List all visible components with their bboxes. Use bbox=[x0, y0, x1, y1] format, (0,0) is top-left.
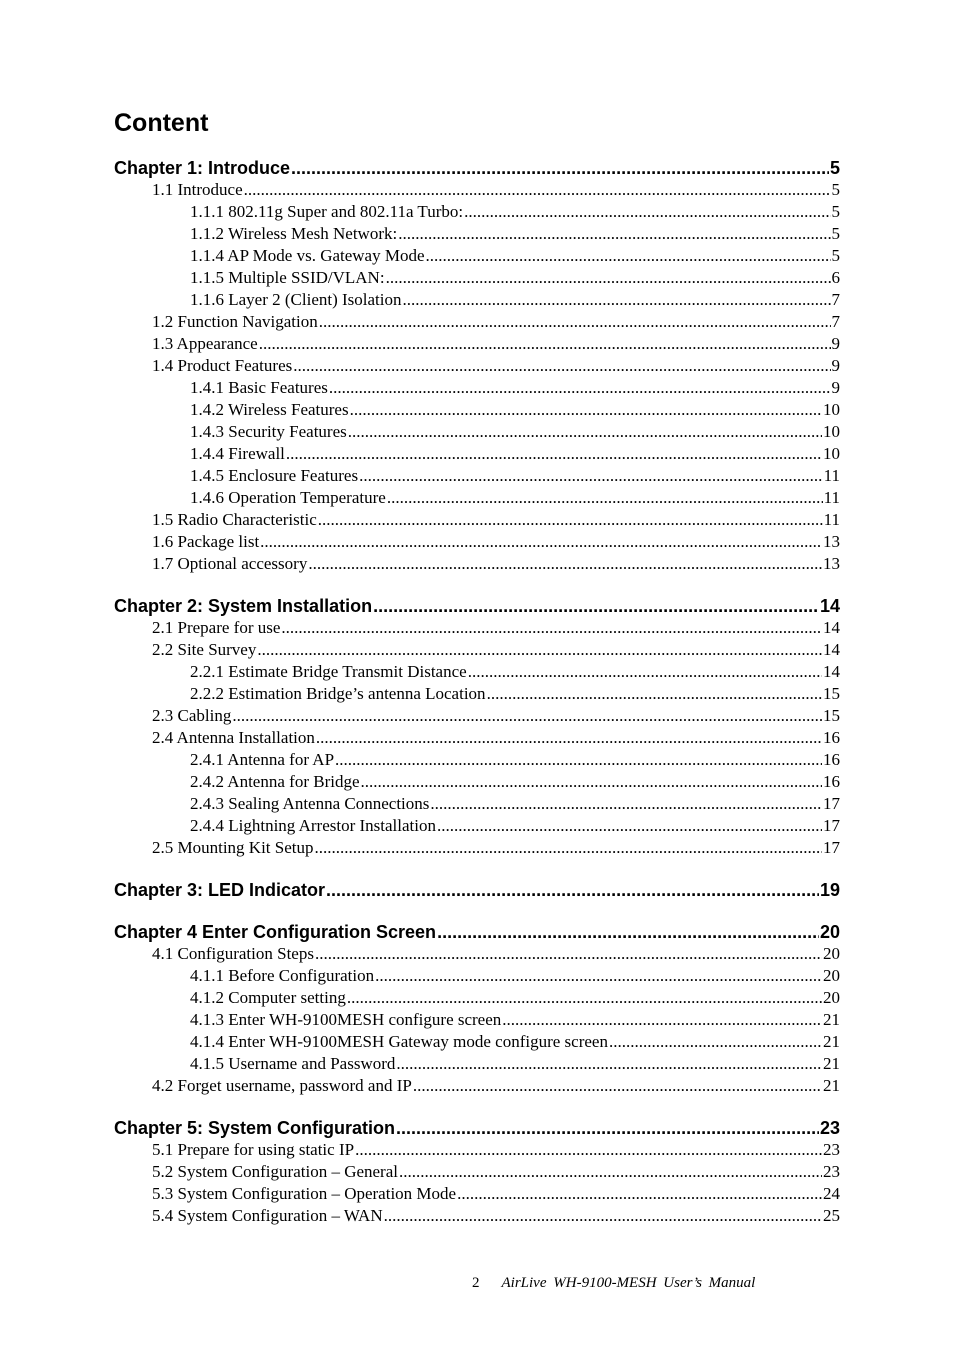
toc-dot-leader bbox=[319, 311, 831, 333]
toc-dot-leader bbox=[361, 771, 823, 793]
toc-entry[interactable] bbox=[190, 267, 840, 289]
toc-entry[interactable] bbox=[152, 1139, 840, 1161]
toc-entry-label: 1.1.6 Layer 2 (Client) Isolation bbox=[190, 290, 402, 309]
toc-entry-label: 2.1 Prepare for use bbox=[152, 618, 281, 637]
toc-dot-leader bbox=[316, 727, 822, 749]
toc-page-number: 5 bbox=[829, 158, 840, 178]
toc-entry-label: 1.3 Appearance bbox=[152, 334, 258, 353]
toc-page-number: 10 bbox=[823, 400, 840, 419]
page-footer bbox=[472, 1273, 755, 1293]
toc-dot-leader bbox=[468, 661, 822, 683]
toc-entry-label: 1.4.5 Enclosure Features bbox=[190, 466, 359, 485]
toc-entry-label: 2.3 Cabling bbox=[152, 706, 232, 725]
toc-entry[interactable] bbox=[190, 289, 840, 311]
toc-page-number: 11 bbox=[823, 488, 840, 507]
toc-page-number: 10 bbox=[823, 444, 840, 463]
toc-entry[interactable] bbox=[152, 311, 840, 333]
toc-page-number: 21 bbox=[823, 1032, 840, 1051]
toc-page-number: 6 bbox=[831, 268, 840, 287]
footer-manual-title: AirLive WH-9100-MESH User’s Manual bbox=[501, 1275, 756, 1291]
toc-entry-label: 1.1.2 Wireless Mesh Network: bbox=[190, 224, 398, 243]
toc-page-number: 14 bbox=[823, 640, 840, 659]
toc-chapter[interactable] bbox=[114, 879, 840, 901]
toc-entry[interactable] bbox=[190, 201, 840, 223]
toc-entry-label: 1.1.5 Multiple SSID/VLAN: bbox=[190, 268, 385, 287]
toc-entry[interactable] bbox=[152, 727, 840, 749]
toc-entry-label: 4.1.4 Enter WH-9100MESH Gateway mode configure screen bbox=[190, 1032, 608, 1051]
toc-chapter[interactable] bbox=[114, 1117, 840, 1139]
toc-entry[interactable] bbox=[152, 837, 840, 859]
toc-dot-leader bbox=[329, 377, 831, 399]
toc-entry[interactable] bbox=[152, 639, 840, 661]
toc-entry-label: 4.2 Forget username, password and IP bbox=[152, 1076, 412, 1095]
toc-entry-label: 1.1.1 802.11g Super and 802.11a Turbo: bbox=[190, 202, 464, 221]
toc-entry[interactable] bbox=[152, 1205, 840, 1227]
toc-dot-leader bbox=[413, 1075, 822, 1097]
toc-entry[interactable] bbox=[190, 815, 840, 837]
toc-dot-leader bbox=[315, 943, 822, 965]
toc-entry[interactable] bbox=[152, 333, 840, 355]
toc-entry[interactable] bbox=[152, 179, 840, 201]
toc-page-number: 9 bbox=[831, 334, 840, 353]
toc-entry[interactable] bbox=[190, 1053, 840, 1075]
toc-page-number: 15 bbox=[823, 706, 840, 725]
toc-entry-label: 1.1.4 AP Mode vs. Gateway Mode bbox=[190, 246, 425, 265]
toc-dot-leader bbox=[260, 531, 822, 553]
toc-dot-leader bbox=[355, 1139, 822, 1161]
toc-dot-leader bbox=[359, 465, 823, 487]
toc-page-number: 25 bbox=[823, 1206, 840, 1225]
toc-dot-leader bbox=[244, 179, 831, 201]
footer-page-number: 2 bbox=[472, 1275, 480, 1291]
toc-page-number: 5 bbox=[831, 202, 840, 221]
toc-chapter[interactable] bbox=[114, 595, 840, 617]
toc-entry[interactable] bbox=[190, 465, 840, 487]
toc-entry-label: 1.2 Function Navigation bbox=[152, 312, 318, 331]
toc-dot-leader bbox=[347, 987, 822, 1009]
toc-entry[interactable] bbox=[190, 661, 840, 683]
toc-entry-label: 4.1.3 Enter WH-9100MESH configure screen bbox=[190, 1010, 502, 1029]
toc-entry-label: 2.2 Site Survey bbox=[152, 640, 257, 659]
toc-entry-label: 2.4 Antenna Installation bbox=[152, 728, 315, 747]
toc-entry[interactable] bbox=[190, 1009, 840, 1031]
toc-dot-leader bbox=[257, 639, 822, 661]
toc-entry-label: Chapter 1: Introduce bbox=[114, 158, 291, 178]
toc-page-number: 13 bbox=[823, 554, 840, 573]
toc-page-number: 16 bbox=[823, 750, 840, 769]
toc-dot-leader bbox=[318, 509, 823, 531]
toc-page-number: 16 bbox=[823, 728, 840, 747]
toc-dot-leader bbox=[384, 1205, 822, 1227]
toc-dot-leader bbox=[396, 1053, 822, 1075]
toc-chapter[interactable] bbox=[114, 157, 840, 179]
toc-entry-label: 1.7 Optional accessory bbox=[152, 554, 308, 573]
toc-entry-label: 1.4.3 Security Features bbox=[190, 422, 347, 441]
toc-dot-leader bbox=[308, 553, 822, 575]
toc-page-number: 11 bbox=[823, 510, 840, 529]
toc-entry[interactable] bbox=[190, 683, 840, 705]
toc-dot-leader bbox=[348, 421, 822, 443]
toc-page-number: 21 bbox=[823, 1054, 840, 1073]
toc-entry-label: 1.4.1 Basic Features bbox=[190, 378, 328, 397]
toc-dot-leader bbox=[430, 793, 822, 815]
toc-entry-label: 4.1 Configuration Steps bbox=[152, 944, 314, 963]
toc-page-number: 9 bbox=[831, 378, 840, 397]
toc-entry[interactable] bbox=[152, 553, 840, 575]
toc-page-number: 15 bbox=[823, 684, 840, 703]
toc-entry-label: 1.5 Radio Characteristic bbox=[152, 510, 317, 529]
toc-page-number: 5 bbox=[831, 246, 840, 265]
toc-page-number: 14 bbox=[823, 662, 840, 681]
toc-dot-leader bbox=[326, 879, 819, 901]
toc-dot-leader bbox=[350, 399, 822, 421]
toc-entry[interactable] bbox=[152, 355, 840, 377]
toc-dot-leader bbox=[335, 749, 822, 771]
toc-entry-label: 5.3 System Configuration – Operation Mode bbox=[152, 1184, 457, 1203]
toc-page-number: 17 bbox=[823, 816, 840, 835]
toc-entry[interactable] bbox=[190, 421, 840, 443]
toc-entry-label: 2.2.2 Estimation Bridge’s antenna Location bbox=[190, 684, 486, 703]
toc-page-number: 7 bbox=[831, 290, 840, 309]
toc-entry[interactable] bbox=[190, 749, 840, 771]
toc-entry-label: Chapter 2: System Installation bbox=[114, 596, 373, 616]
toc-entry[interactable] bbox=[190, 793, 840, 815]
toc-page-number: 20 bbox=[823, 966, 840, 985]
toc-page-number: 14 bbox=[823, 618, 840, 637]
toc-page-number: 7 bbox=[831, 312, 840, 331]
toc-dot-leader bbox=[398, 223, 830, 245]
toc-page-number: 16 bbox=[823, 772, 840, 791]
toc-dot-leader bbox=[373, 595, 819, 617]
toc-dot-leader bbox=[315, 837, 822, 859]
toc-dot-leader bbox=[291, 157, 829, 179]
toc-dot-leader bbox=[502, 1009, 822, 1031]
toc-entry[interactable] bbox=[190, 245, 840, 267]
toc-dot-leader bbox=[281, 617, 822, 639]
toc-page-number: 9 bbox=[831, 356, 840, 375]
toc-entry[interactable] bbox=[190, 377, 840, 399]
toc-page-number: 21 bbox=[823, 1010, 840, 1029]
toc-page-number: 20 bbox=[823, 988, 840, 1007]
toc-dot-leader bbox=[426, 245, 831, 267]
toc-entry[interactable] bbox=[152, 509, 840, 531]
toc-entry-label: 4.1.5 Username and Password bbox=[190, 1054, 396, 1073]
toc-entry-label: 5.4 System Configuration – WAN bbox=[152, 1206, 383, 1225]
toc-entry-label: 5.1 Prepare for using static IP bbox=[152, 1140, 355, 1159]
page-title: Content bbox=[114, 109, 209, 137]
toc-entry-label: Chapter 3: LED Indicator bbox=[114, 880, 326, 900]
toc-entry[interactable] bbox=[152, 531, 840, 553]
toc-entry[interactable] bbox=[152, 617, 840, 639]
toc-entry[interactable] bbox=[190, 487, 840, 509]
toc-page-number: 19 bbox=[819, 880, 840, 900]
toc-entry-label: 1.1 Introduce bbox=[152, 180, 243, 199]
toc-entry[interactable] bbox=[152, 1075, 840, 1097]
toc-page-number: 17 bbox=[823, 838, 840, 857]
toc-entry[interactable] bbox=[152, 705, 840, 727]
toc-dot-leader bbox=[232, 705, 822, 727]
toc-entry[interactable] bbox=[190, 223, 840, 245]
toc-dot-leader bbox=[399, 1161, 822, 1183]
toc-entry-label: 2.4.3 Sealing Antenna Connections bbox=[190, 794, 430, 813]
toc-dot-leader bbox=[386, 267, 831, 289]
toc-page-number: 21 bbox=[823, 1076, 840, 1095]
toc-entry-label: 2.4.1 Antenna for AP bbox=[190, 750, 335, 769]
toc-dot-leader bbox=[286, 443, 822, 465]
toc-entry[interactable] bbox=[190, 771, 840, 793]
toc-entry-label: 1.4.2 Wireless Features bbox=[190, 400, 349, 419]
toc-dot-leader bbox=[487, 683, 822, 705]
toc-page-number: 23 bbox=[823, 1162, 840, 1181]
toc-entry-label: 4.1.2 Computer setting bbox=[190, 988, 346, 1007]
toc-dot-leader bbox=[387, 487, 823, 509]
toc-entry[interactable] bbox=[152, 1161, 840, 1183]
toc-entry-label: 5.2 System Configuration – General bbox=[152, 1162, 398, 1181]
toc-entry-label: Chapter 5: System Configuration bbox=[114, 1118, 396, 1138]
toc-entry-label: Chapter 4 Enter Configuration Screen bbox=[114, 922, 437, 942]
toc-page-number: 5 bbox=[831, 180, 840, 199]
toc-page-number: 5 bbox=[831, 224, 840, 243]
toc-entry-label: 2.4.2 Antenna for Bridge bbox=[190, 772, 360, 791]
toc-entry-label: 2.5 Mounting Kit Setup bbox=[152, 838, 314, 857]
toc-entry[interactable] bbox=[190, 987, 840, 1009]
toc-chapter[interactable] bbox=[114, 921, 840, 943]
toc-page-number: 14 bbox=[819, 596, 840, 616]
toc-page-number: 20 bbox=[823, 944, 840, 963]
toc-page-number: 10 bbox=[823, 422, 840, 441]
toc-page-number: 23 bbox=[823, 1140, 840, 1159]
toc-page-number: 17 bbox=[823, 794, 840, 813]
toc-entry-label: 2.2.1 Estimate Bridge Transmit Distance bbox=[190, 662, 467, 681]
toc-entry[interactable] bbox=[190, 965, 840, 987]
toc-page-number: 11 bbox=[823, 466, 840, 485]
toc-dot-leader bbox=[609, 1031, 822, 1053]
toc-page-number: 13 bbox=[823, 532, 840, 551]
toc-entry-label: 1.4 Product Features bbox=[152, 356, 293, 375]
toc-dot-leader bbox=[375, 965, 822, 987]
toc-entry-label: 1.6 Package list bbox=[152, 532, 260, 551]
toc-entry[interactable] bbox=[152, 943, 840, 965]
toc-entry-label: 1.4.4 Firewall bbox=[190, 444, 285, 463]
toc-entry[interactable] bbox=[190, 443, 840, 465]
toc-dot-leader bbox=[437, 815, 822, 837]
toc-page-number: 20 bbox=[819, 922, 840, 942]
toc-dot-leader bbox=[437, 921, 819, 943]
toc-page-number: 23 bbox=[819, 1118, 840, 1138]
toc-dot-leader bbox=[396, 1117, 819, 1139]
toc-page-number: 24 bbox=[823, 1184, 840, 1203]
toc-entry[interactable] bbox=[152, 1183, 840, 1205]
toc-entry[interactable] bbox=[190, 399, 840, 421]
toc-dot-leader bbox=[464, 201, 830, 223]
toc-dot-leader bbox=[457, 1183, 822, 1205]
toc-entry[interactable] bbox=[190, 1031, 840, 1053]
toc-entry-label: 1.4.6 Operation Temperature bbox=[190, 488, 386, 507]
toc-dot-leader bbox=[259, 333, 831, 355]
toc-dot-leader bbox=[293, 355, 830, 377]
toc-dot-leader bbox=[403, 289, 831, 311]
toc-entry-label: 4.1.1 Before Configuration bbox=[190, 966, 375, 985]
toc-entry-label: 2.4.4 Lightning Arrestor Installation bbox=[190, 816, 436, 835]
